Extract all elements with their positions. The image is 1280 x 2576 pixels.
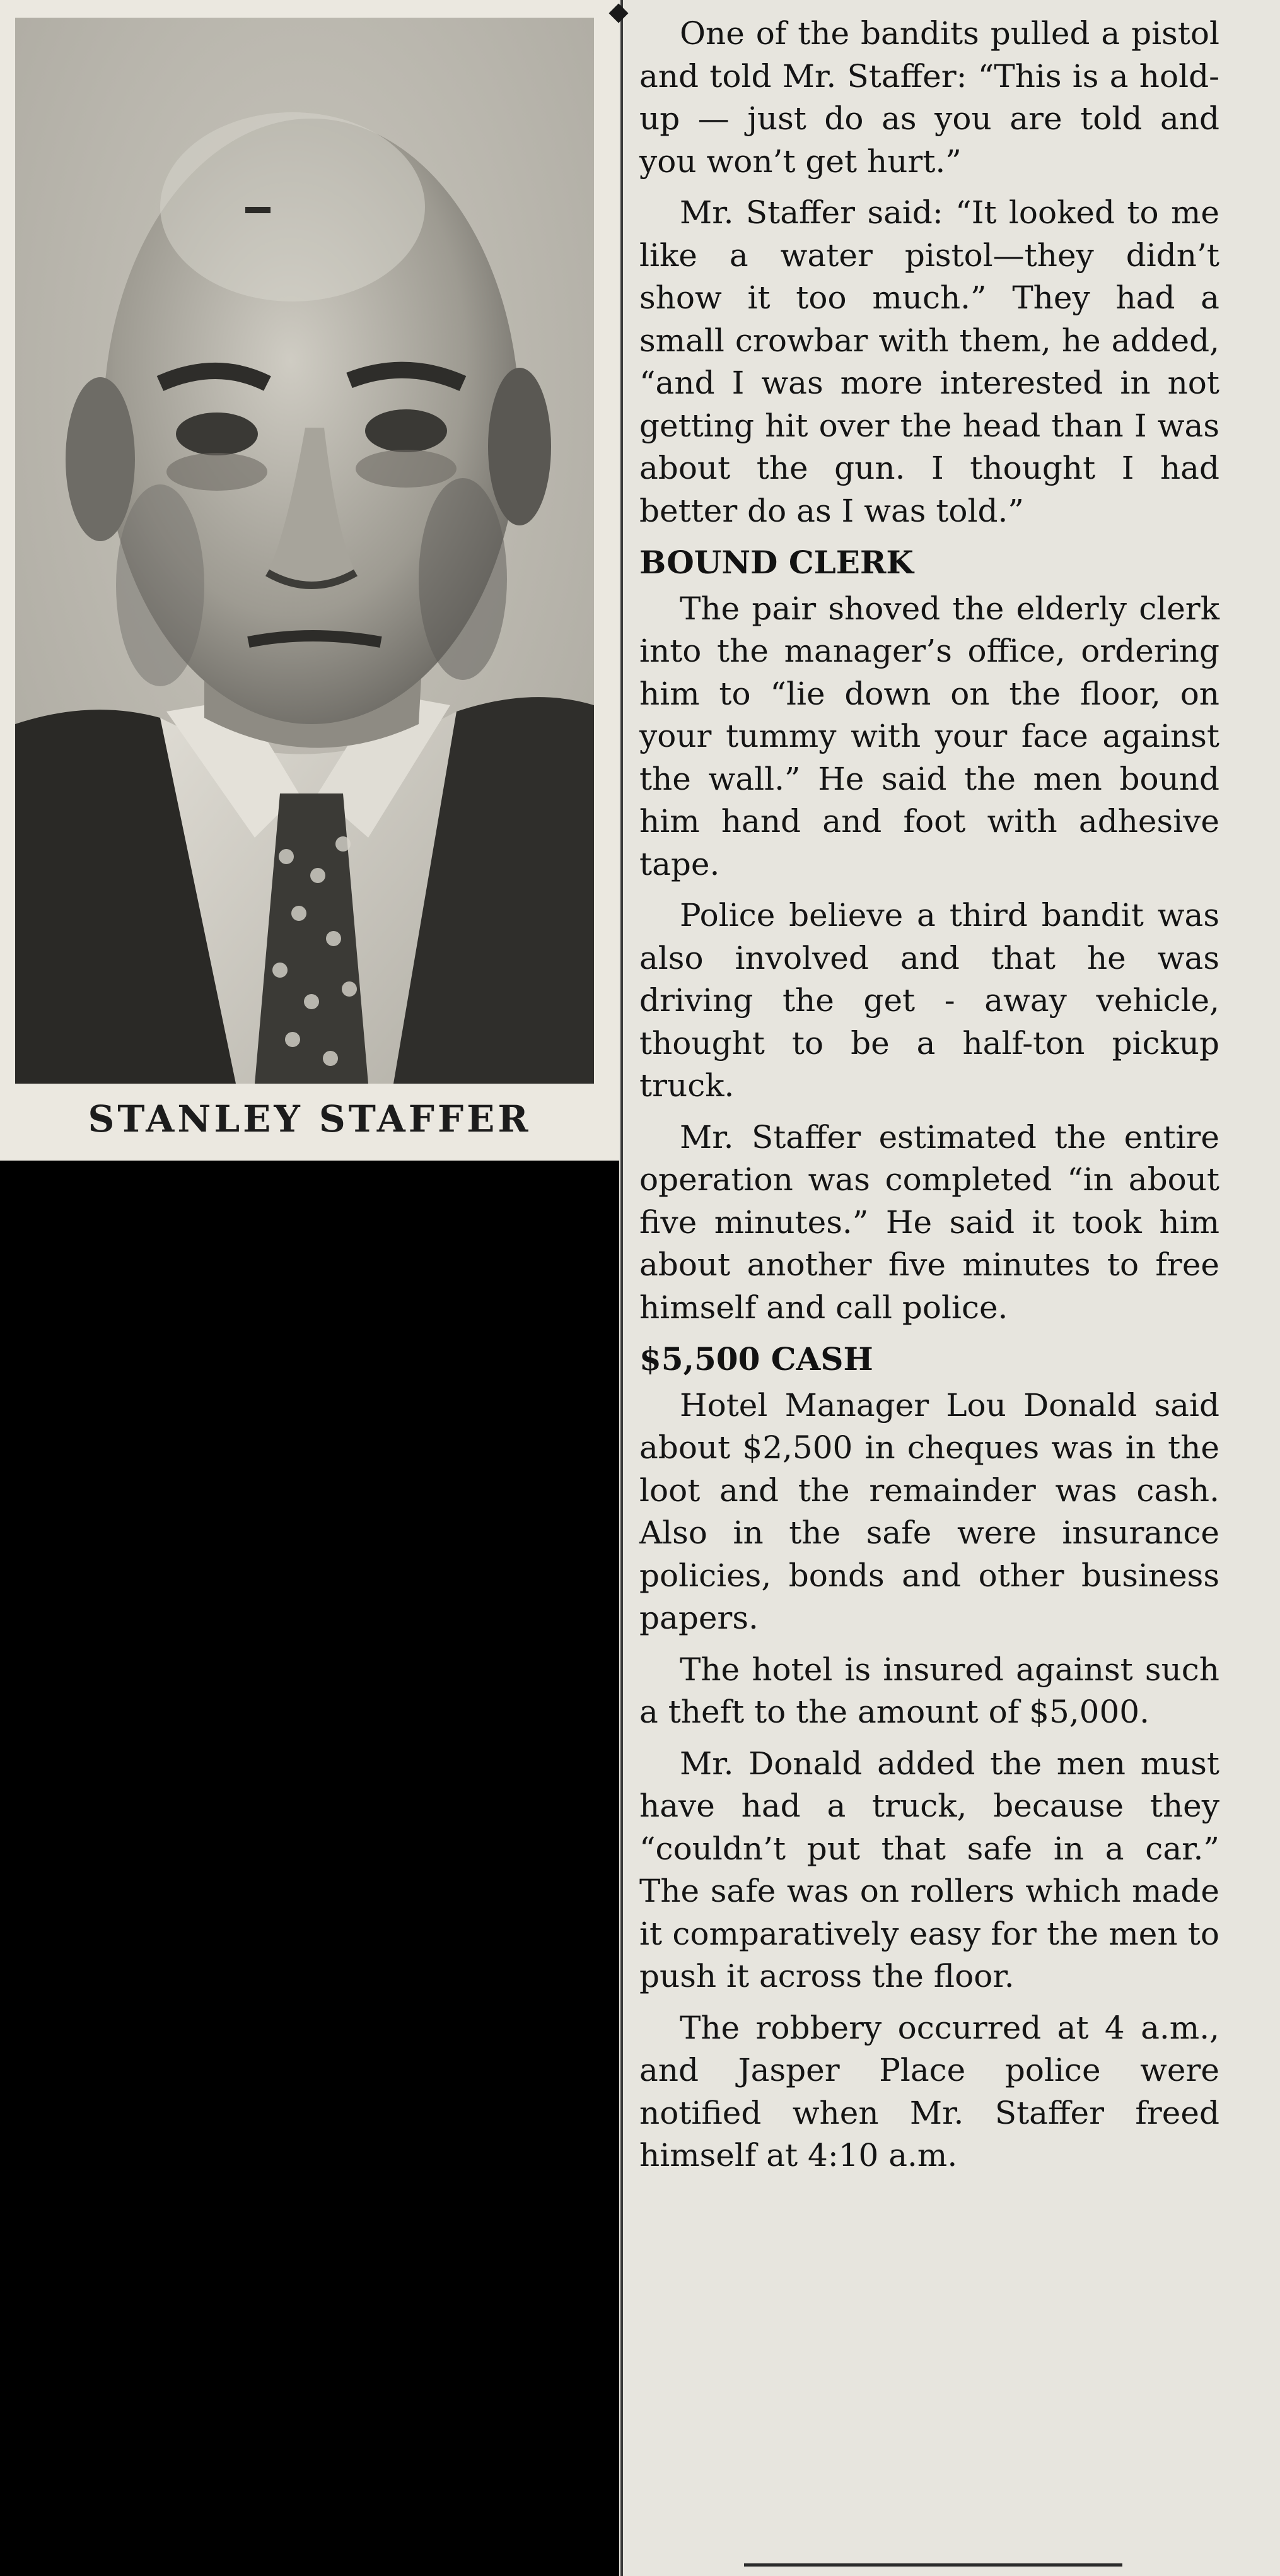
article-paragraph: Mr. Donald added the men must have had a truck, because they “couldn’t put that safe in a car.” The safe was on rollers which made it comparatively easy for the men to push it across the floor. <box>639 1745 1219 1994</box>
portrait-photo <box>15 18 594 1084</box>
end-rule <box>744 2563 1122 2567</box>
article-paragraph: Mr. Staffer estimated the entire operation was completed “in about five minutes.” He said it took him about another five minutes to free himself and call police. <box>639 1118 1219 1326</box>
article-paragraph: One of the bandits pulled a pistol and told Mr. Staffer: “This is a hold-up — just do as you are told and you won’t get hurt.” <box>639 15 1219 180</box>
subheading: BOUND CLERK <box>639 544 914 581</box>
column-rule <box>620 0 623 2576</box>
article-paragraph: The robbery occurred at 4 a.m., and Jasper Place police were notified when Mr. Staffer freed himself at 4:10 a.m. <box>639 2009 1219 2174</box>
article-paragraph: Police believe a third bandit was also involved and that he was driving the get - away vehicle, thought to be a half-ton pickup truck. <box>639 897 1219 1104</box>
article-paragraph: Mr. Staffer said: “It looked to me like a water pistol—they didn’t show it too much.” They had a small crowbar with them, he added, “and I was more interested in not getting hit over the head than I was about the gun. I thought I had better do as I was told.” <box>639 194 1219 529</box>
article-paragraph: The hotel is insured against such a theft to the amount of $5,000. <box>639 1651 1219 1730</box>
photo-caption: STANLEY STAFFER <box>88 1098 532 1140</box>
photo-panel <box>0 0 619 1161</box>
article-paragraph: The pair shoved the elderly clerk into the manager’s office, ordering him to “lie down on the floor, on your tummy with your face against the wall.” He said the men bound him hand and foot with adhesive tape. <box>639 590 1219 882</box>
article-paragraph: Hotel Manager Lou Donald said about $2,500 in cheques was in the loot and the remainder was cash. Also in the safe were insurance policies, bonds and other business papers. <box>639 1386 1219 1636</box>
article-body <box>639 13 1219 2186</box>
subheading: $5,500 CASH <box>639 1340 873 1378</box>
portrait-image <box>15 18 594 1084</box>
blank-black-area <box>0 1161 619 2576</box>
